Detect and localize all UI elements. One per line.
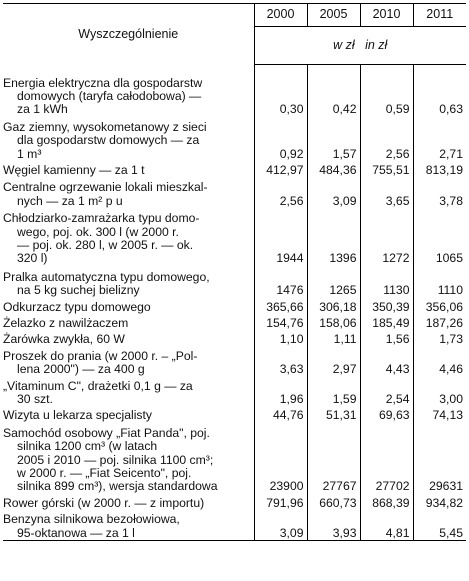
value-natural-gas-2005: 1,57	[307, 117, 360, 161]
value-washing-powder-2010: 4,43	[360, 347, 413, 377]
value-natural-gas-2010: 2,56	[360, 117, 413, 161]
value-washing-powder-2011: 4,46	[413, 347, 466, 377]
row-description-car	[3, 423, 254, 494]
value-mountain-bike-2011: 934,82	[413, 494, 466, 510]
value-central-heating-2010: 3,65	[360, 177, 413, 208]
description-line: 30 szt.	[17, 392, 53, 407]
value-vitamin-c-2000: 1,96	[254, 377, 307, 407]
table-row	[3, 347, 466, 377]
value-car-2000: 23900	[254, 423, 307, 494]
table-row	[3, 377, 466, 407]
value-hard-coal-2010: 755,51	[360, 161, 413, 177]
value-fridge-freezer-2011: 1065	[413, 208, 466, 266]
table-row	[3, 117, 466, 161]
value-fridge-freezer-2010: 1272	[360, 208, 413, 266]
description-line: Odkurzacz typu domowego	[3, 299, 151, 314]
column-header-label: Wyszczególnienie	[3, 4, 254, 65]
table-row	[3, 406, 466, 422]
value-washing-machine-2005: 1265	[307, 266, 360, 298]
value-mountain-bike-2010: 868,39	[360, 494, 413, 510]
row-description-vacuum-cleaner	[3, 298, 254, 314]
value-washing-powder-2000: 3,63	[254, 347, 307, 377]
row-description-petrol	[3, 510, 254, 540]
value-light-bulb-2010: 1,56	[360, 330, 413, 346]
row-description-natural-gas	[3, 117, 254, 161]
value-doctor-visit-2010: 69,63	[360, 406, 413, 422]
value-car-2011: 29631	[413, 423, 466, 494]
value-washing-powder-2005: 2,97	[307, 347, 360, 377]
description-line: wego, poj. ok. 300 l (w 2000 r.	[17, 224, 179, 239]
value-vitamin-c-2010: 2,54	[360, 377, 413, 407]
row-description-steam-iron	[3, 314, 254, 330]
table-row	[3, 510, 466, 540]
description-line: 95-oktanowa — za 1 l	[17, 525, 135, 540]
description-line: Żelazko z nawilżaczem	[3, 316, 129, 330]
table-row	[3, 208, 466, 266]
table-row	[3, 177, 466, 208]
value-central-heating-2011: 3,78	[413, 177, 466, 208]
value-electricity-2011: 0,63	[413, 65, 466, 117]
description-line: 1 m³	[17, 146, 42, 161]
description-line: Węgiel kamienny — za 1 t	[3, 162, 145, 177]
description-line: Gaz ziemny, wysokometanowy z sieci	[3, 119, 207, 134]
year-header-2011: 2011	[413, 4, 466, 27]
description-line: nych — za 1 m² p u	[17, 193, 123, 208]
table-row	[3, 65, 466, 117]
description-line: 320 l)	[17, 251, 48, 266]
value-steam-iron-2000: 154,76	[254, 314, 307, 330]
value-electricity-2005: 0,42	[307, 65, 360, 117]
value-vacuum-cleaner-2010: 350,39	[360, 298, 413, 314]
table-row	[3, 314, 466, 330]
year-header-2000: 2000	[254, 4, 307, 27]
description-line: Żarówka zwykła, 60 W	[3, 332, 125, 347]
value-vacuum-cleaner-2005: 306,18	[307, 298, 360, 314]
table-row	[3, 298, 466, 314]
value-light-bulb-2000: 1,10	[254, 330, 307, 346]
description-line: Pralka automatyczna typu domowego,	[3, 269, 210, 284]
value-washing-machine-2010: 1130	[360, 266, 413, 298]
row-description-washing-powder	[3, 347, 254, 377]
table-row	[3, 423, 466, 494]
value-fridge-freezer-2005: 1396	[307, 208, 360, 266]
description-line: Energia elektryczna dla gospodarstw	[3, 75, 203, 90]
row-description-doctor-visit	[3, 406, 254, 422]
value-steam-iron-2010: 185,49	[360, 314, 413, 330]
row-description-mountain-bike	[3, 494, 254, 510]
value-vacuum-cleaner-2000: 365,66	[254, 298, 307, 314]
description-line: Proszek do prania (w 2000 r. – „Pol-	[3, 348, 198, 363]
value-hard-coal-2011: 813,19	[413, 161, 466, 177]
value-natural-gas-2011: 2,71	[413, 117, 466, 161]
description-line: na 5 kg suchej bielizny	[17, 283, 140, 298]
description-line: 2005 i 2010 — poj. silnika 1100 cm³;	[17, 452, 214, 467]
table-row	[3, 330, 466, 346]
row-description-central-heating	[3, 177, 254, 208]
value-vitamin-c-2005: 1,59	[307, 377, 360, 407]
value-car-2010: 27702	[360, 423, 413, 494]
value-light-bulb-2005: 1,11	[307, 330, 360, 346]
year-header-2005: 2005	[307, 4, 360, 27]
description-line: Benzyna silnikowa bezołowiowa,	[3, 512, 180, 527]
row-description-fridge-freezer	[3, 208, 254, 266]
value-vacuum-cleaner-2011: 356,06	[413, 298, 466, 314]
value-mountain-bike-2005: 660,73	[307, 494, 360, 510]
row-description-electricity	[3, 65, 254, 117]
value-petrol-2010: 4,81	[360, 510, 413, 540]
value-natural-gas-2000: 0,92	[254, 117, 307, 161]
unit-label: w zł in zł	[254, 27, 466, 65]
value-hard-coal-2000: 412,97	[254, 161, 307, 177]
year-header-2010: 2010	[360, 4, 413, 27]
header-row	[3, 4, 466, 27]
value-central-heating-2005: 3,09	[307, 177, 360, 208]
value-steam-iron-2011: 187,26	[413, 314, 466, 330]
value-electricity-2010: 0,59	[360, 65, 413, 117]
value-vitamin-c-2011: 3,00	[413, 377, 466, 407]
value-petrol-2011: 5,45	[413, 510, 466, 540]
value-doctor-visit-2000: 44,76	[254, 406, 307, 422]
description-line: „Vitaminum C", drażetki 0,1 g — za	[3, 378, 193, 393]
row-description-light-bulb	[3, 330, 254, 346]
table-row	[3, 266, 466, 298]
description-line: Samochód osobowy „Fiat Panda", poj.	[3, 425, 210, 440]
price-table	[3, 3, 466, 541]
row-description-hard-coal	[3, 161, 254, 177]
description-line: — poj. ok. 280 l, w 2005 r. — ok.	[17, 237, 194, 252]
row-description-vitamin-c	[3, 377, 254, 407]
value-washing-machine-2011: 1110	[413, 266, 466, 298]
value-hard-coal-2005: 484,36	[307, 161, 360, 177]
description-line: silnika 1200 cm³ (w latach	[17, 439, 158, 454]
table-row	[3, 494, 466, 510]
value-steam-iron-2005: 158,06	[307, 314, 360, 330]
value-central-heating-2000: 2,56	[254, 177, 307, 208]
value-petrol-2000: 3,09	[254, 510, 307, 540]
description-line: Chłodziarko-zamrażarka typu domo-	[3, 211, 200, 226]
value-petrol-2005: 3,93	[307, 510, 360, 540]
description-line: za 1 kWh	[17, 102, 68, 117]
description-line: silnika 899 cm³), wersja standardowa	[17, 479, 218, 494]
table-row	[3, 161, 466, 177]
value-car-2005: 27767	[307, 423, 360, 494]
description-line: Rower górski (w 2000 r. — z importu)	[3, 495, 205, 510]
value-fridge-freezer-2000: 1944	[254, 208, 307, 266]
description-line: Centralne ogrzewanie lokali mieszkal-	[3, 180, 208, 195]
value-electricity-2000: 0,30	[254, 65, 307, 117]
value-mountain-bike-2000: 791,96	[254, 494, 307, 510]
description-line: dla gospodarstw domowych — za	[17, 133, 200, 148]
description-line: w 2000 r. — „Fiat Seicento", poj.	[17, 466, 192, 481]
value-doctor-visit-2005: 51,31	[307, 406, 360, 422]
description-line: Wizyta u lekarza specjalisty	[3, 408, 153, 423]
value-light-bulb-2011: 1,73	[413, 330, 466, 346]
description-line: lena 2000") — za 400 g	[17, 362, 145, 377]
value-washing-machine-2000: 1476	[254, 266, 307, 298]
description-line: domowych (taryfa całodobowa) —	[17, 88, 202, 103]
value-doctor-visit-2011: 74,13	[413, 406, 466, 422]
row-description-washing-machine	[3, 266, 254, 298]
